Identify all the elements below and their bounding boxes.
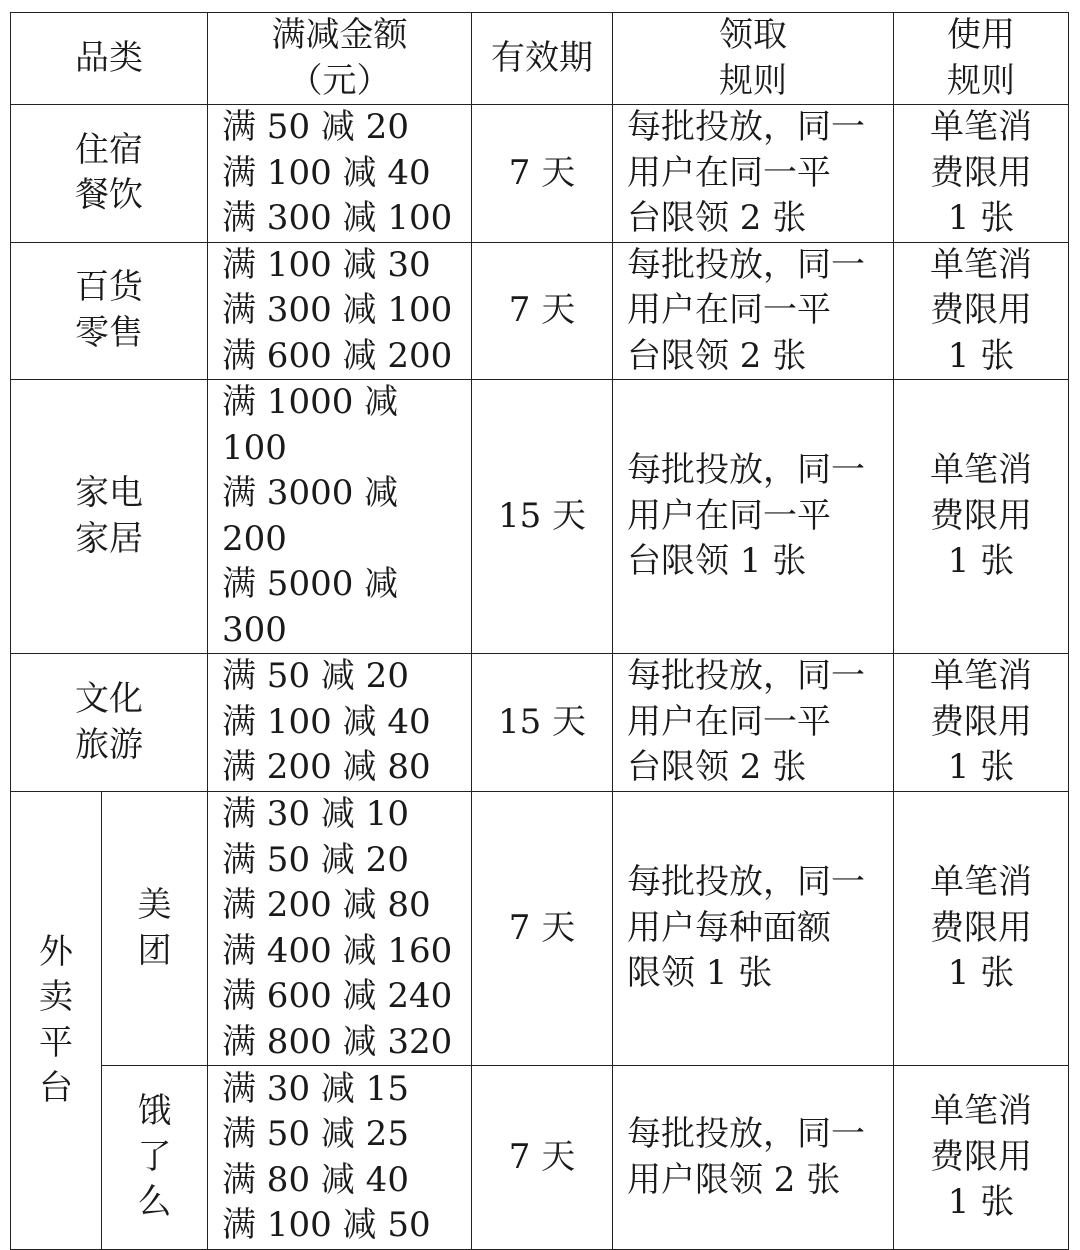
amount-cell: 满 30 减 15 满 50 减 25 满 80 减 40 满 100 减 50	[208, 1066, 472, 1250]
table-row	[11, 105, 1069, 243]
table-row	[11, 654, 1069, 792]
use-rule-cell: 单笔消 费限用 1 张	[894, 1066, 1069, 1250]
header-amount: 满减金额 （元）	[208, 13, 472, 105]
amount-cell: 满 1000 减 100 满 3000 减 200 满 5000 减 300	[208, 380, 472, 654]
table-row	[11, 242, 1069, 380]
header-use-rule: 使用 规则	[894, 13, 1069, 105]
header-validity: 有效期	[472, 13, 613, 105]
amount-cell: 满 50 减 20 满 100 减 40 满 300 减 100	[208, 105, 472, 243]
amount-cell: 满 50 减 20 满 100 减 40 满 200 减 80	[208, 654, 472, 792]
category-cell: 住宿 餐饮	[11, 105, 208, 243]
claim-rule-cell: 每批投放，同一 用户每种面额 限领 1 张	[613, 792, 894, 1066]
amount-cell: 满 30 减 10 满 50 减 20 满 200 减 80 满 400 减 160 满 600 减 240 满 800 减 320	[208, 792, 472, 1066]
takeout-category-cell: 外 卖 平 台	[11, 792, 102, 1250]
use-rule-cell: 单笔消 费限用 1 张	[894, 792, 1069, 1066]
validity-cell: 15 天	[472, 654, 613, 792]
claim-rule-cell: 每批投放，同一 用户限领 2 张	[613, 1066, 894, 1250]
category-cell: 百货 零售	[11, 242, 208, 380]
claim-rule-cell: 每批投放，同一 用户在同一平 台限领 2 张	[613, 654, 894, 792]
header-category: 品类	[11, 13, 208, 105]
table-row	[11, 380, 1069, 654]
claim-rule-cell: 每批投放，同一 用户在同一平 台限领 2 张	[613, 242, 894, 380]
platform-name-cell: 美 团	[102, 792, 208, 1066]
validity-cell: 7 天	[472, 242, 613, 380]
category-cell: 家电 家居	[11, 380, 208, 654]
use-rule-cell: 单笔消 费限用 1 张	[894, 380, 1069, 654]
use-rule-cell: 单笔消 费限用 1 张	[894, 242, 1069, 380]
validity-cell: 15 天	[472, 380, 613, 654]
platform-name-cell: 饿 了 么	[102, 1066, 208, 1250]
table-row	[11, 1066, 1069, 1250]
coupon-table	[10, 12, 1069, 1250]
amount-cell: 满 100 减 30 满 300 减 100 满 600 减 200	[208, 242, 472, 380]
use-rule-cell: 单笔消 费限用 1 张	[894, 105, 1069, 243]
category-cell: 文化 旅游	[11, 654, 208, 792]
claim-rule-cell: 每批投放，同一 用户在同一平 台限领 1 张	[613, 380, 894, 654]
claim-rule-cell: 每批投放，同一 用户在同一平 台限领 2 张	[613, 105, 894, 243]
header-claim-rule: 领取 规则	[613, 13, 894, 105]
validity-cell: 7 天	[472, 105, 613, 243]
validity-cell: 7 天	[472, 792, 613, 1066]
validity-cell: 7 天	[472, 1066, 613, 1250]
header-row	[11, 13, 1069, 105]
table-row	[11, 792, 1069, 1066]
use-rule-cell: 单笔消 费限用 1 张	[894, 654, 1069, 792]
